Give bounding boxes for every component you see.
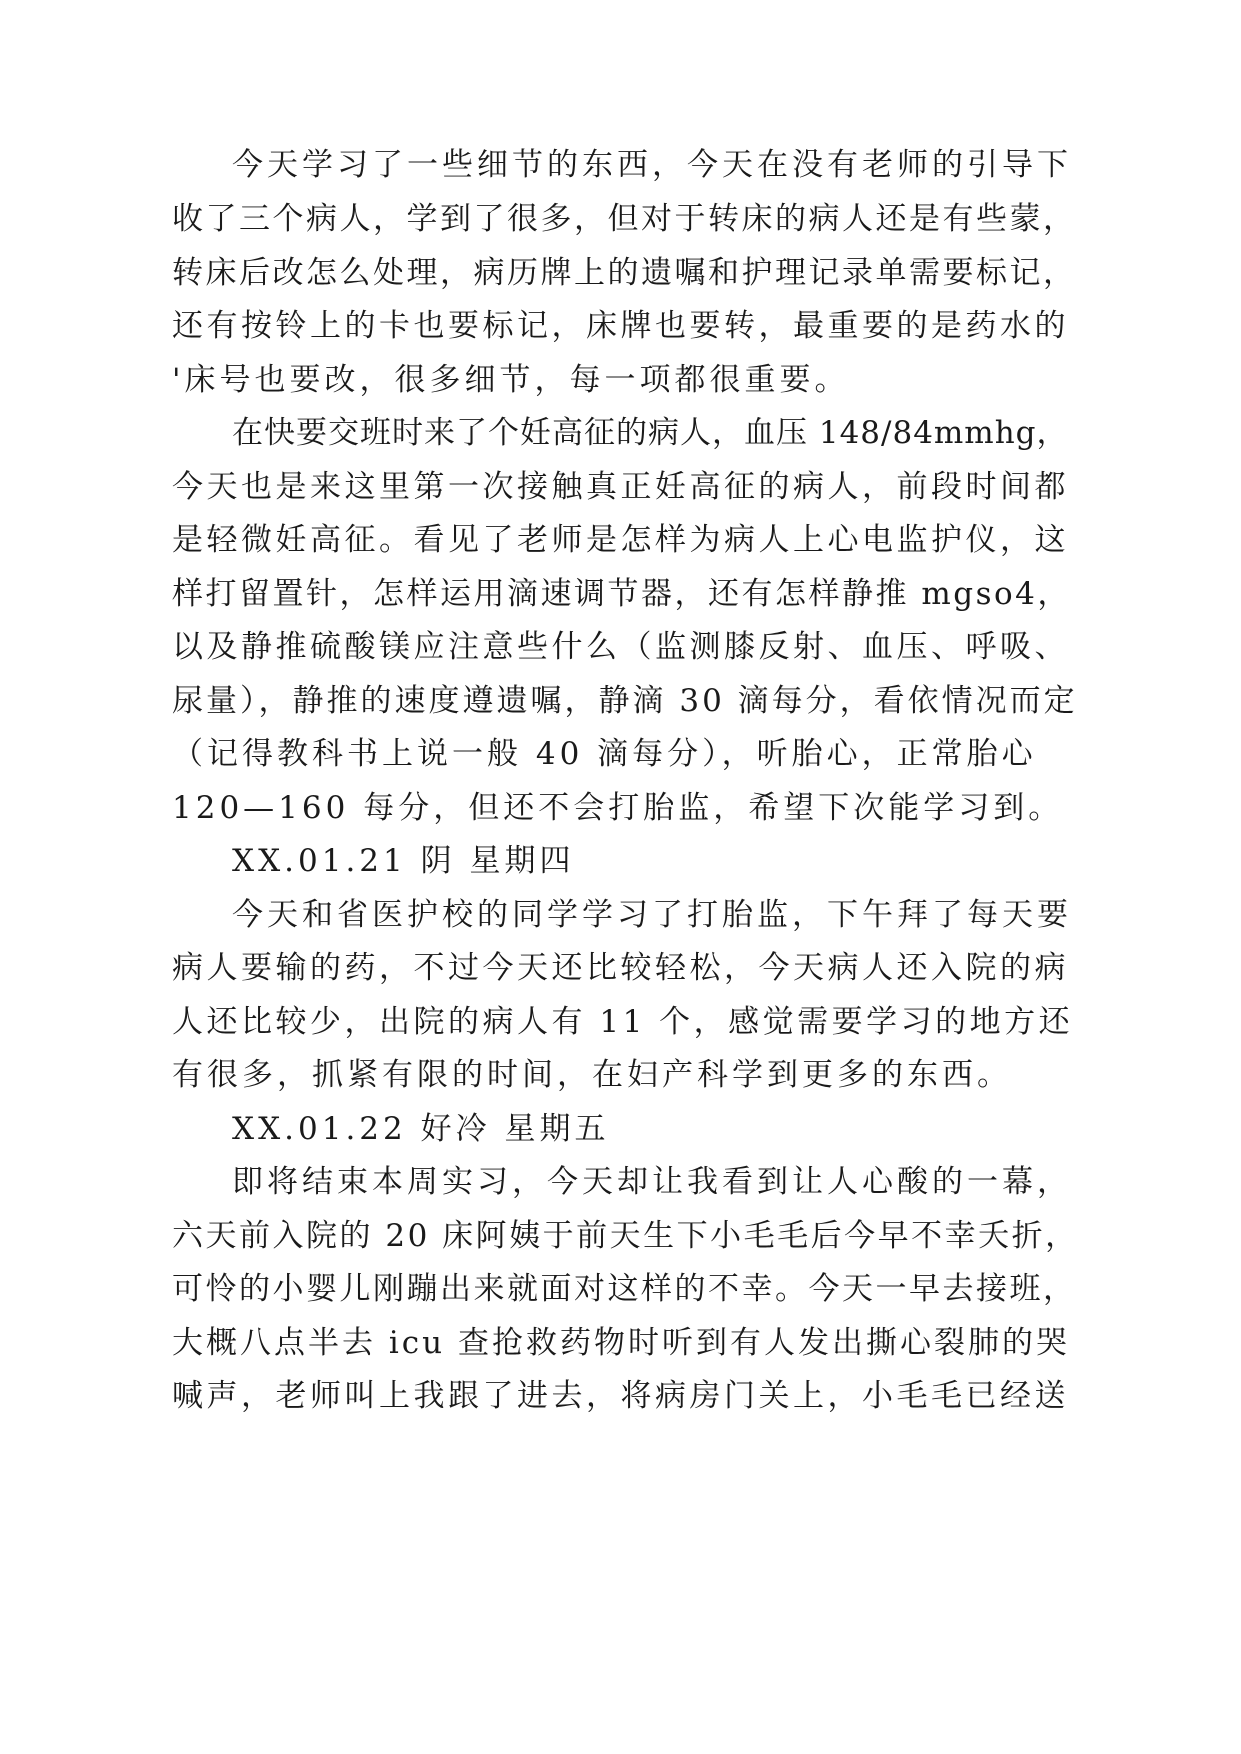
text-line: 可怜的小婴儿刚蹦出来就面对这样的不幸。今天一早去接班， <box>172 1271 1077 1307</box>
text-line: 尿量），静推的速度遵遗嘱，静滴 30 滴每分，看依情况而定 <box>172 683 1078 719</box>
text-line: 今天学习了一些细节的东西，今天在没有老师的引导下 <box>232 147 1072 183</box>
text-line: 收了三个病人，学到了很多，但对于转床的病人还是有些蒙， <box>172 201 1077 237</box>
date-heading: XX.01.22 好冷 星期五 <box>232 1111 610 1147</box>
text-line: 转床后改怎么处理，病历牌上的遗嘱和护理记录单需要标记， <box>172 255 1077 291</box>
text-line: 以及静推硫酸镁应注意些什么（监测膝反射、血压、呼吸、 <box>172 629 1069 665</box>
date-heading: XX.01.21 阴 星期四 <box>232 843 575 879</box>
text-line: 病人要输的药，不过今天还比较轻松，今天病人还入院的病 <box>172 950 1069 986</box>
text-line: 即将结束本周实习，今天却让我看到让人心酸的一幕， <box>232 1164 1072 1200</box>
text-line: 大概八点半去 icu 查抢救药物时听到有人发出撕心裂肺的哭 <box>172 1325 1070 1361</box>
text-line: 六天前入院的 20 床阿姨于前天生下小毛毛后今早不幸夭折， <box>172 1218 1079 1254</box>
text-line: （记得教科书上说一般 40 滴每分），听胎心，正常胎心 <box>172 736 1037 772</box>
text-line: 今天也是来这里第一次接触真正妊高征的病人，前段时间都 <box>172 469 1069 505</box>
text-line: '床号也要改，很多细节，每一项都很重要。 <box>172 362 850 398</box>
text-line: 还有按铃上的卡也要标记，床牌也要转，最重要的是药水的 <box>172 308 1069 344</box>
text-line: 今天和省医护校的同学学习了打胎监，下午拜了每天要 <box>232 897 1072 933</box>
text-line: 120—160 每分，但还不会打胎监，希望下次能学习到。 <box>172 790 1064 826</box>
text-line: 在快要交班时来了个妊高征的病人，血压 148/84mmhg， <box>232 415 1069 451</box>
text-line: 有很多，抓紧有限的时间，在妇产科学到更多的东西。 <box>172 1057 1012 1093</box>
text-line: 是轻微妊高征。看见了老师是怎样为病人上心电监护仪，这 <box>172 522 1069 558</box>
text-line: 样打留置针，怎样运用滴速调节器，还有怎样静推 mgso4， <box>172 576 1071 612</box>
text-line: 喊声，老师叫上我跟了进去，将病房门关上，小毛毛已经送 <box>172 1378 1069 1414</box>
text-line: 人还比较少，出院的病人有 11 个，感觉需要学习的地方还 <box>172 1004 1074 1040</box>
